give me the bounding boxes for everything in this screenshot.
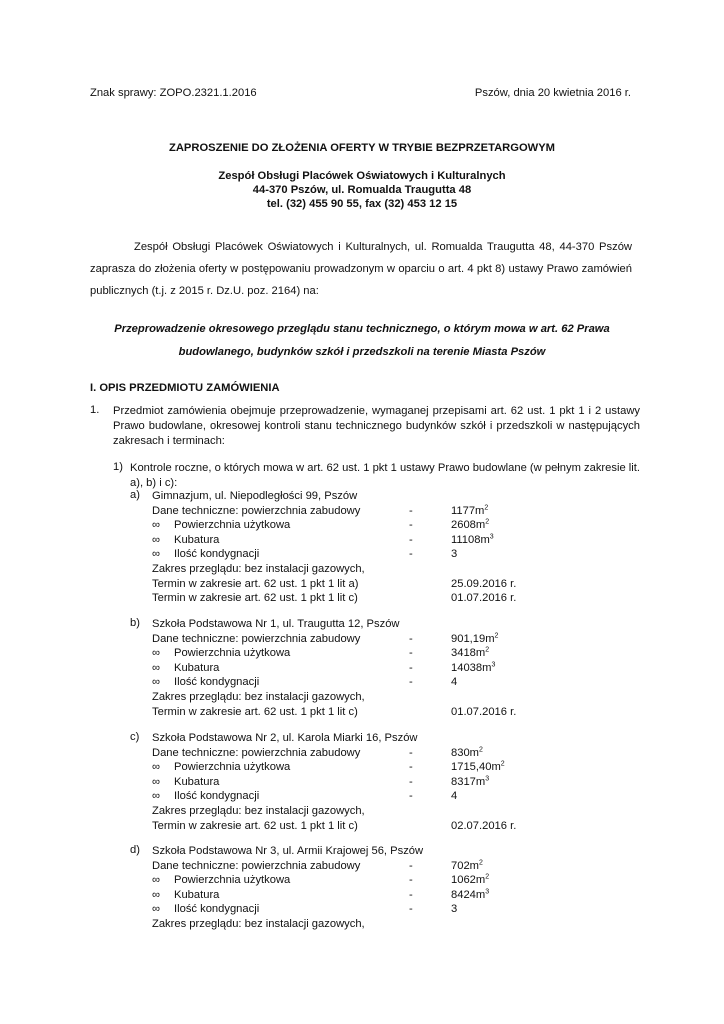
volume: $8424m^3$	[451, 888, 490, 901]
floors: 3	[451, 903, 458, 916]
term-c: 02.07.2016 r.	[451, 819, 517, 832]
tech-data-label: Dane techniczne: powierzchnia zabudowy	[152, 504, 361, 517]
bullet-icon: ∞	[152, 661, 160, 674]
tech-data-label: Dane techniczne: powierzchnia zabudowy	[152, 859, 361, 872]
building-letter: a)	[130, 489, 140, 501]
dash: -	[409, 661, 413, 674]
floors: 3	[451, 548, 458, 561]
subpoint-text: Kontrole roczne, o których mowa w art. 62 ust. 1 pkt 1 ustawy Prawo budowlane (w pełnym zakresie lit. a), b) i c):	[130, 462, 640, 489]
bullet-icon: ∞	[152, 533, 160, 546]
building-a	[152, 489, 662, 606]
subpoint-number: 1)	[113, 461, 123, 473]
building-b	[152, 617, 662, 719]
building-name: Szkoła Podstawowa Nr 1, ul. Traugutta 12, Pszów	[152, 618, 400, 630]
volume-label: Kubatura	[174, 775, 220, 788]
floors-label: Ilość kondygnacji	[174, 790, 260, 803]
built-area: $901,19m^2$	[451, 631, 499, 645]
built-area: $830m^2$	[451, 745, 483, 759]
bullet-icon: ∞	[152, 888, 160, 901]
term-c-label: Termin w zakresie art. 62 ust. 1 pkt 1 lit c)	[152, 592, 358, 605]
usable-area: $1715,40m^2$	[451, 760, 505, 774]
bullet-icon: ∞	[152, 761, 160, 774]
floors-label: Ilość kondygnacji	[174, 676, 260, 689]
dash: -	[409, 775, 413, 788]
point-number: 1.	[90, 404, 100, 416]
bullet-icon: ∞	[152, 676, 160, 689]
usable-area-label: Powierzchnia użytkowa	[174, 519, 291, 532]
volume: $14038m^3$	[451, 661, 496, 674]
built-area: $1177m^2$	[451, 503, 489, 517]
dash: -	[409, 761, 413, 774]
point-text: Przedmiot zamówienia obejmuje przeprowadzenie, wymaganej przepisami art. 62 ust. 1 pkt 1 i 2 ustawy Prawo budowlane, okresowej kontroli stanu technicznego budynków szkół i przedszkoli w następujących zakresach i terminach:	[113, 405, 640, 447]
usable-area: $3418m^2$	[451, 646, 490, 660]
org-phone: tel. (32) 455 90 55, fax (32) 453 12 15	[266, 198, 458, 210]
bullet-icon: ∞	[152, 647, 160, 660]
tech-data-label: Dane techniczne: powierzchnia zabudowy	[152, 746, 361, 759]
tech-data-label: Dane techniczne: powierzchnia zabudowy	[152, 632, 361, 645]
subject-line-1: Przeprowadzenie okresowego przeglądu stanu technicznego, o którym mowa w art. 62 Prawa	[114, 323, 610, 335]
dash: -	[409, 903, 413, 916]
dash: -	[409, 790, 413, 803]
scope-label: Zakres przeglądu: bez instalacji gazowych,	[152, 804, 365, 817]
intro-paragraph: Zespół Obsługi Placówek Oświatowych i Kulturalnych, ul. Romualda Traugutta 48, 44-370 Pszów zaprasza do złożenia oferty w postępowaniu prowadzonym w oparciu o art. 4 pkt 8) ustawy Prawo zamówień publicznych (t.j. z 2015 r. Dz.U. poz. 2164) na:	[90, 241, 632, 297]
dash: -	[409, 874, 413, 887]
bullet-icon: ∞	[152, 519, 160, 532]
subject-line-2: budowlanego, budynków szkół i przedszkoli na terenie Miasta Pszów	[178, 346, 546, 358]
section-heading: I. OPIS PRZEDMIOTU ZAMÓWIENIA	[90, 382, 280, 394]
dash: -	[409, 676, 413, 689]
built-area: $702m^2$	[451, 858, 483, 872]
org-name: Zespół Obsługi Placówek Oświatowych i Kulturalnych	[218, 170, 506, 182]
scope-label: Zakres przeglądu: bez instalacji gazowych,	[152, 917, 365, 930]
building-letter: c)	[130, 731, 140, 743]
dash: -	[409, 504, 413, 517]
floors-label: Ilość kondygnacji	[174, 903, 260, 916]
volume-label: Kubatura	[174, 888, 220, 901]
org-address: 44-370 Pszów, ul. Romualda Traugutta 48	[252, 184, 472, 196]
floors: 4	[451, 676, 458, 689]
volume: $11108m^3$	[451, 533, 494, 546]
building-name: Szkoła Podstawowa Nr 2, ul. Karola Miarki 16, Pszów	[152, 732, 418, 744]
building-name: Gimnazjum, ul. Niepodległości 99, Pszów	[152, 490, 358, 502]
usable-area-label: Powierzchnia użytkowa	[174, 647, 291, 660]
term-a: 25.09.2016 r.	[451, 577, 517, 590]
term-a-label: Termin w zakresie art. 62 ust. 1 pkt 1 lit a)	[152, 577, 359, 590]
document-title: ZAPROSZENIE DO ZŁOŻENIA OFERTY W TRYBIE BEZPRZETARGOWYM	[169, 142, 555, 154]
building-d	[152, 844, 662, 932]
term-c-label: Termin w zakresie art. 62 ust. 1 pkt 1 lit c)	[152, 819, 358, 832]
term-c-label: Termin w zakresie art. 62 ust. 1 pkt 1 lit c)	[152, 705, 358, 718]
dash: -	[409, 533, 413, 546]
bullet-icon: ∞	[152, 874, 160, 887]
dash: -	[409, 746, 413, 759]
volume-label: Kubatura	[174, 533, 220, 546]
dash: -	[409, 632, 413, 645]
dash: -	[409, 519, 413, 532]
volume-label: Kubatura	[174, 661, 220, 674]
place-date: Pszów, dnia 20 kwietnia 2016 r.	[474, 87, 631, 99]
term-c: 01.07.2016 r.	[451, 592, 517, 605]
volume: $8317m^3$	[451, 775, 490, 788]
case-reference: Znak sprawy: ZOPO.2321.1.2016	[90, 87, 257, 99]
scope-label: Zakres przeglądu: bez instalacji gazowych,	[152, 690, 365, 703]
usable-area: $2608m^2$	[451, 518, 490, 532]
building-name: Szkoła Podstawowa Nr 3, ul. Armii Krajowej 56, Pszów	[152, 845, 424, 857]
dash: -	[409, 859, 413, 872]
bullet-icon: ∞	[152, 903, 160, 916]
usable-area: $1062m^2$	[451, 873, 490, 887]
bullet-icon: ∞	[152, 790, 160, 803]
building-letter: b)	[130, 617, 140, 629]
scope-label: Zakres przeglądu: bez instalacji gazowych,	[152, 562, 365, 575]
term-c: 01.07.2016 r.	[451, 705, 517, 718]
dash: -	[409, 647, 413, 660]
usable-area-label: Powierzchnia użytkowa	[174, 874, 291, 887]
building-letter: d)	[130, 844, 140, 856]
dash: -	[409, 888, 413, 901]
floors-label: Ilość kondygnacji	[174, 548, 260, 561]
dash: -	[409, 548, 413, 561]
floors: 4	[451, 790, 458, 803]
bullet-icon: ∞	[152, 775, 160, 788]
usable-area-label: Powierzchnia użytkowa	[174, 761, 291, 774]
building-c	[152, 731, 662, 833]
bullet-icon: ∞	[152, 548, 160, 561]
